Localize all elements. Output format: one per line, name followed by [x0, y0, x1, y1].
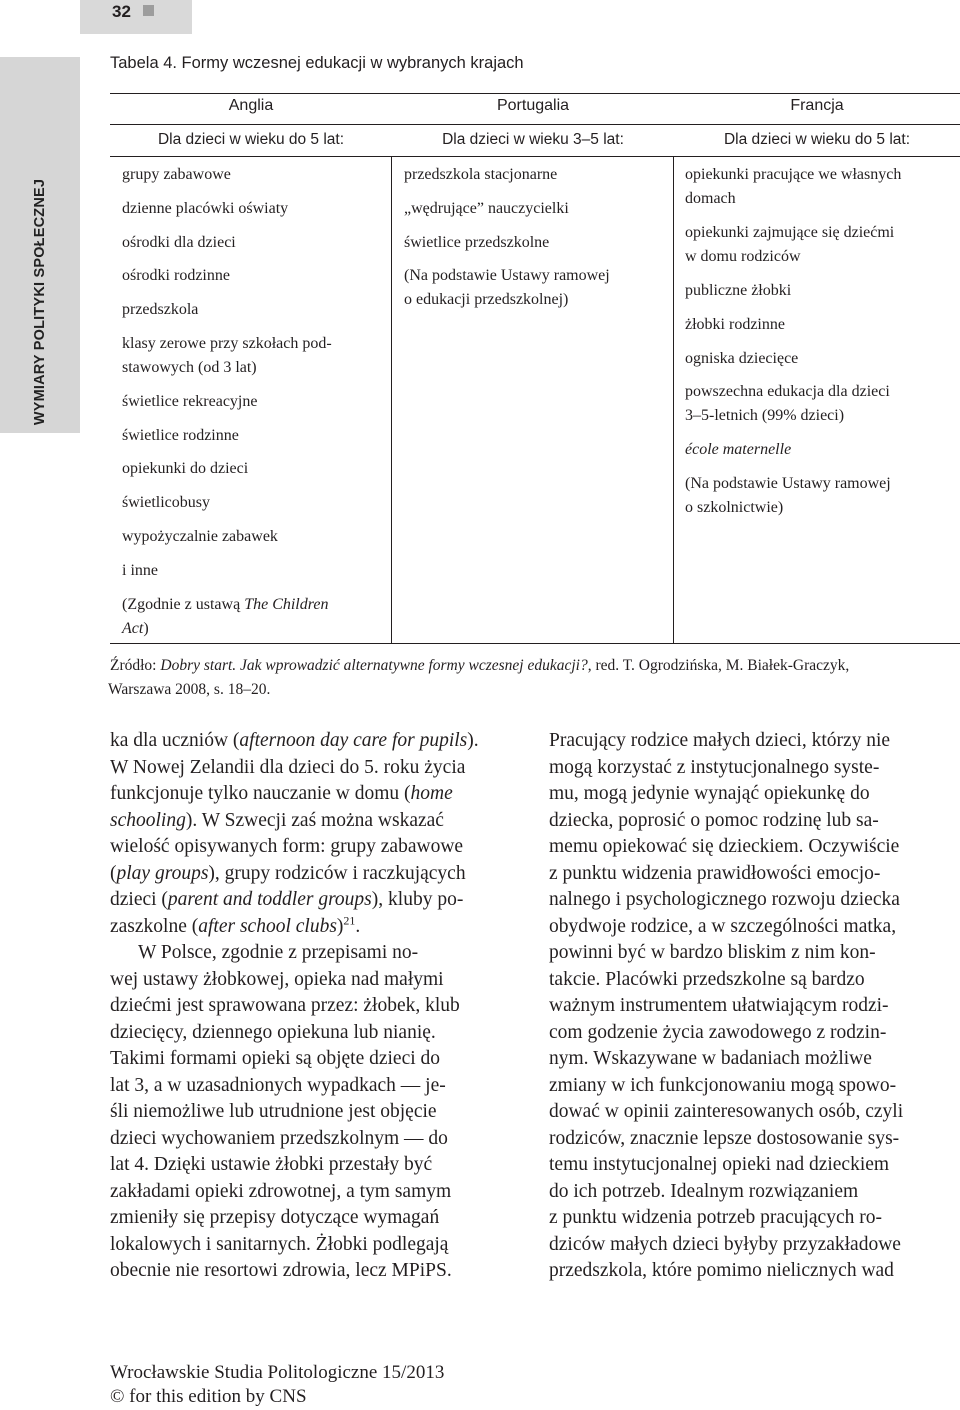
column-subheader-francja: Dla dzieci w wieku do 5 lat:: [723, 131, 911, 148]
side-tab: [0, 57, 80, 433]
list-item: Act): [122, 620, 149, 637]
list-item: powszechna edukacja dla dzieci: [685, 383, 890, 400]
footer-journal: Wrocławskie Studia Politologiczne 15/2013: [110, 1362, 445, 1383]
list-item: ośrodki rodzinne: [122, 267, 230, 284]
list-item: świetlice przedszkolne: [404, 234, 550, 251]
list-item: w domu rodziców: [685, 248, 801, 265]
list-item: (Na podstawie Ustawy ramowej: [404, 267, 610, 284]
page-header-bar: [80, 0, 192, 34]
table-caption: Tabela 4. Formy wczesnej edukacji w wybranych krajach: [110, 54, 524, 72]
list-item: żłobki rodzinne: [685, 316, 785, 333]
list-item: opiekunki zajmujące się dziećmi: [685, 224, 895, 241]
table-top-rule: [110, 93, 960, 94]
list-item: école maternelle: [685, 441, 792, 458]
list-item: publiczne żłobki: [685, 282, 792, 299]
square-marker-icon: [143, 5, 154, 16]
list-item: o szkolnictwie): [685, 499, 784, 516]
list-item: domach: [685, 190, 736, 207]
column-subheader-portugalia: Dla dzieci w wieku 3–5 lat:: [442, 131, 624, 148]
list-item: ogniska dziecięce: [685, 350, 799, 367]
list-item: dzienne placówki oświaty: [122, 200, 289, 217]
list-item: „wędrujące” nauczycielki: [404, 200, 569, 217]
column-header-portugalia: Portugalia: [496, 97, 570, 114]
footer-copyright: © for this edition by CNS: [110, 1386, 307, 1407]
page-number: 32: [112, 2, 131, 21]
body-text-left: ka dla uczniów (afternoon day care for pupils). W Nowej Zelandii dla dzieci do 5. roku życia funkcjonuje tylko nauczanie w domu (home schooling). W Szwecji zaś można wskazać wielość opisywanych form: grupy zabawowe (play groups), grupy rodziców i raczkujących dzieci (parent and toddler groups), kluby po- zaszkolne (after school clubs)$^{21}$. W Polsce, zgodnie z przepisami no- wej ustawy żłobkowej, opieka nad małymi dziećmi jest sprawowana przez: żłobek, klub dziecięcy, dziennego opiekuna lub nianię. Takimi formami opieki są objęte dzieci do lat 3, a w uzasadnionych wypadkach — je- śli niemożliwe lub utrudnione jest objęcie dzieci wychowaniem przedszkolnym — do lat 4. Dzięki ustawie żłobki przestały być zakładami opieki zdrowotnej, a tym samym zmieniły się przepisy dotyczące wymagań lokalowych i sanitarnych. Żłobki podlegają obecnie nie resortowi zdrowia, lecz MPiPS.: [110, 730, 479, 1281]
list-item: wypożyczalnie zabawek: [122, 528, 278, 545]
list-item: świetlice rekreacyjne: [122, 393, 258, 410]
list-item: grupy zabawowe: [122, 166, 231, 183]
list-item: klasy zerowe przy szkołach pod-: [122, 335, 332, 352]
list-item: (Na podstawie Ustawy ramowej: [685, 475, 891, 492]
list-item: stawowych (od 3 lat): [122, 359, 257, 376]
column-header-francja: Francja: [790, 97, 844, 114]
column-divider: [391, 157, 392, 643]
side-tab-label: WYMIARY POLITYKI SPOŁECZNEJ: [32, 178, 48, 426]
table-bottom-rule: [110, 643, 960, 644]
list-item: przedszkola stacjonarne: [404, 166, 558, 183]
list-item: świetlicobusy: [122, 494, 210, 511]
table-source-note: Źródło: Dobry start. Jak wprowadzić alternatywne formy wczesnej edukacji?, red. T. Ogrodzińska, M. Białek-Graczyk, Warszawa 2008, s. 18–20.: [108, 657, 850, 698]
list-item: o edukacji przedszkolnej): [404, 291, 569, 308]
list-item: i inne: [122, 562, 158, 579]
table-subheader-rule: [110, 156, 960, 157]
list-item: ośrodki dla dzieci: [122, 234, 236, 251]
list-item: 3–5-letnich (99% dzieci): [685, 407, 845, 424]
column-divider: [673, 157, 674, 643]
list-item: (Zgodnie z ustawą The Children: [122, 596, 329, 613]
table-header-rule: [110, 124, 960, 125]
list-item: przedszkola: [122, 301, 199, 318]
body-text-right: Pracujący rodzice małych dzieci, którzy nie mogą korzystać z instytucjonalnego syste- mu, mogą jedynie wynająć opiekunkę do dziecka, poprosić o pomoc rodzinę lub sa- memu opiekować się dzieckiem. Oczywiście z punktu widzenia prawidłowości emocjo- nalnego i psychologicznego rozwoju dziecka obydwoje rodzice, a w szczególności matka, powinni być w bardzo bliskim z nim kon- takcie. Placówki przedszkolne są bardzo ważnym instrumentem ułatwiającym rodzi- com godzenie życia zawodowego z rodzin- nym. Wskazywane w badaniach możliwe zmiany w ich funkcjonowaniu mogą spowo- dować w opinii zainteresowanych osób, czyli rodziców, znacznie lepsze dostosowanie sys- temu instytucjonalnej opieki nad dzieckiem do ich potrzeb. Idealnym rozwiązaniem z punktu widzenia potrzeb pracujących ro- dziców małych dzieci byłyby przyzakładowe przedszkola, które pomimo nielicznych wad: [549, 730, 904, 1281]
column-subheader-anglia: Dla dzieci w wieku do 5 lat:: [157, 131, 345, 148]
list-item: opiekunki pracujące we własnych: [685, 166, 902, 183]
list-item: opiekunki do dzieci: [122, 460, 249, 477]
list-item: świetlice rodzinne: [122, 427, 239, 444]
column-header-anglia: Anglia: [228, 97, 274, 114]
